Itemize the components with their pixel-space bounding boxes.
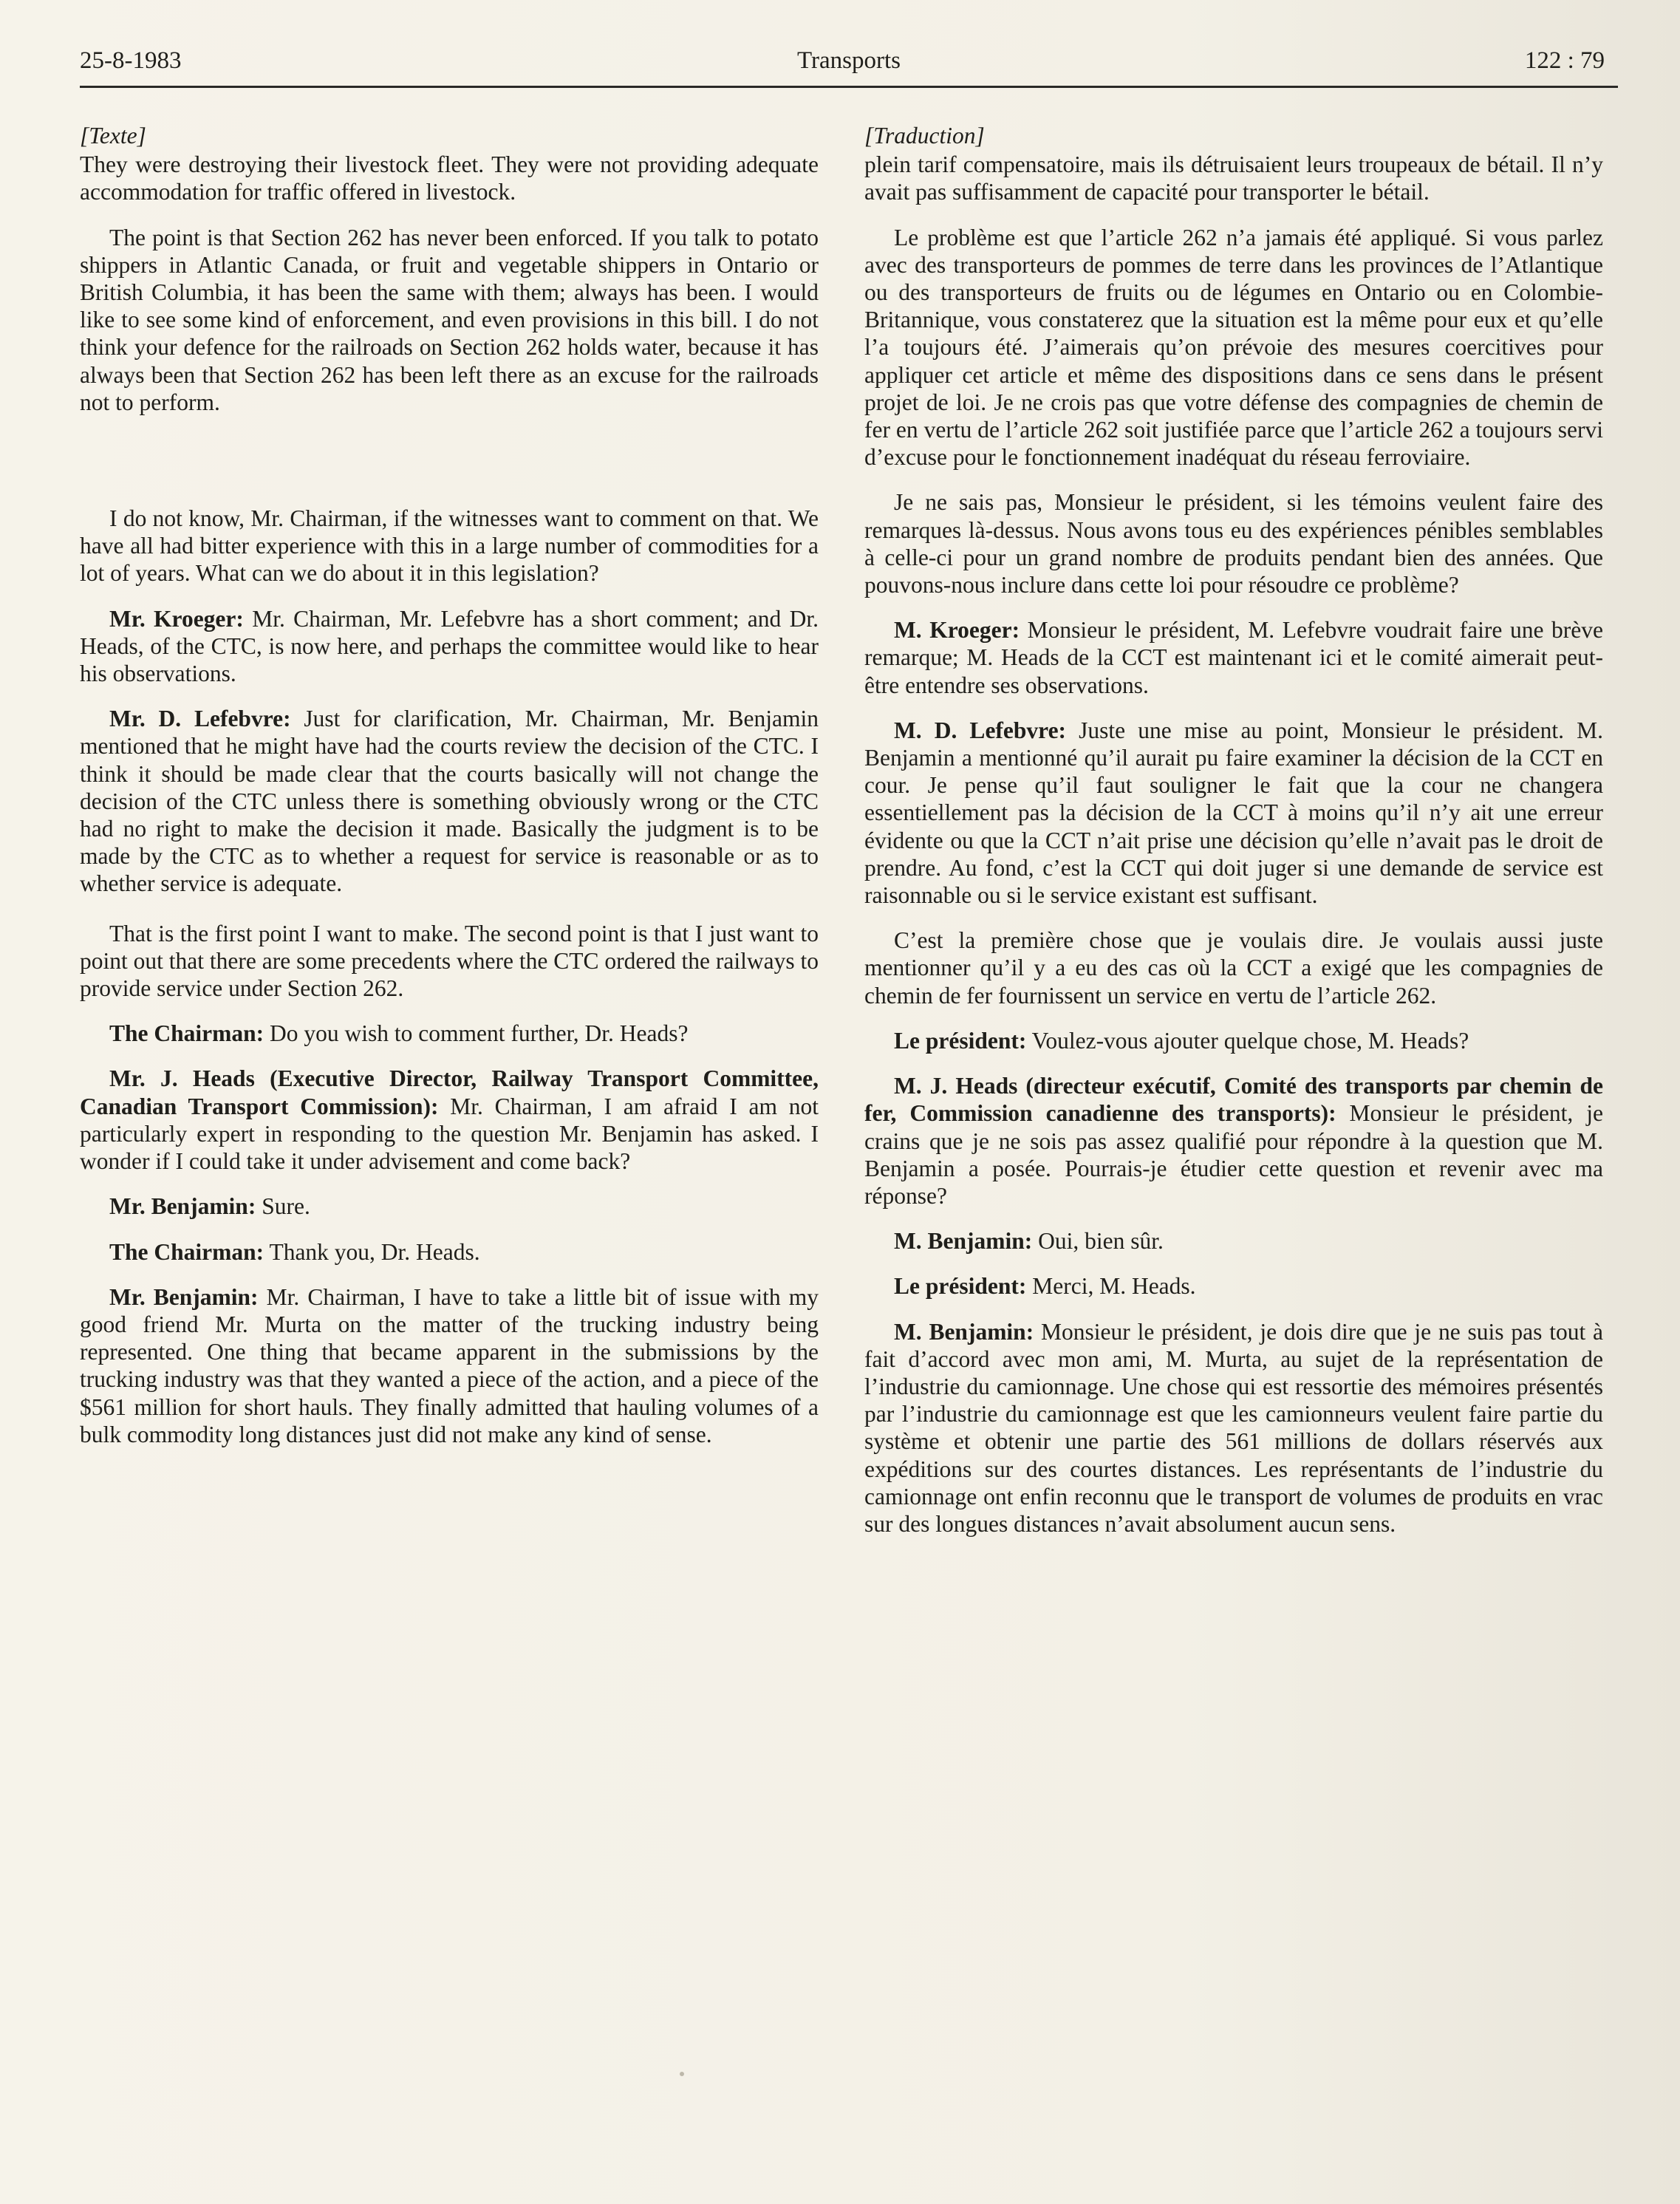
speaker-name: M. Kroeger: xyxy=(894,617,1020,644)
speech-paragraph xyxy=(80,605,819,688)
speech-paragraph xyxy=(80,1283,819,1448)
speaker-name: Le président: xyxy=(894,1273,1027,1300)
speech-text: Just for clarification, Mr. Chairman, Mr. Benjamin mentioned that he might have had the courts review the decision of the CTC. I think it should be made clear that the courts basically will not change the decision of the CTC unless there is something obviously wrong or the CTC had no right to make the decision it made. Basically the judgment is to be made by the CTC as to whether a request for service is reasonable or as to whether service is adequate. xyxy=(80,706,819,897)
speech-text: Sure. xyxy=(256,1193,310,1220)
speech-paragraph xyxy=(864,1318,1603,1538)
speech-text: Monsieur le président, je dois dire que je ne suis pas tout à fait d’accord avec mon ami, M. Murta, au sujet de la représentation de l’industrie du camionnage. Une chose qui est ressortie des mémoires présentés par l’industrie du camionnage est que les camionneurs veulent faire partie du système et obtenir une partie des 561 millions de dollars réservés aux expéditions sur des courtes distances. Les représentants de l’industrie du camionnage ont enfin reconnu que le transport de volumes de produits en vrac sur des longues distances n’avait absolument aucun sens. xyxy=(864,1318,1604,1537)
speaker-name: Mr. J. Heads (Executive Director, Railway Transport Committee, Canadian Transport Commission): xyxy=(80,1065,819,1119)
speaker-name: M. Benjamin: xyxy=(894,1318,1034,1345)
header-title: Transports xyxy=(797,47,901,74)
paragraph: C’est la première chose que je voulais dire. Je voulais aussi juste mentionner qu’il y a eu des cas où la CCT a exigé que les compagnies de chemin de fer fournissent un service en vertu de l’article 262. xyxy=(864,927,1603,1009)
speech-paragraph xyxy=(80,705,819,897)
speech-paragraph xyxy=(80,1193,819,1220)
paragraph: plein tarif compensatoire, mais ils détruisaient leurs troupeaux de bétail. Il n’y avait pas suffisamment de capacité pour transporter le bétail. xyxy=(864,151,1603,205)
speech-text: Do you wish to comment further, Dr. Heads? xyxy=(264,1020,689,1047)
speech-text: Monsieur le président, M. Lefebvre voudrait faire une brève remarque; M. Heads de la CCT est maintenant ici et le comité aimerait peut-être entendre ses observations. xyxy=(864,617,1603,698)
speech-paragraph xyxy=(864,717,1603,909)
paragraph: I do not know, Mr. Chairman, if the witnesses want to comment on that. We have all had bitter experience with this in a large number of commodities for a lot of years. What can we do about it in this legislation? xyxy=(80,505,819,587)
english-column xyxy=(80,122,819,1466)
speech-paragraph xyxy=(864,616,1603,699)
paragraph: The point is that Section 262 has never been enforced. If you talk to potato shippers in Atlantic Canada, or fruit and vegetable shippers in Ontario or British Columbia, it has been the same with them; always has been. I would like to see some kind of enforcement, and even provisions in this bill. I do not think your defence for the railroads on Section 262 holds water, because it has always been that Section 262 has been left there as an excuse for the railroads not to perform. xyxy=(80,224,819,415)
speaker-name: M. Benjamin: xyxy=(894,1228,1033,1255)
paragraph: Le problème est que l’article 262 n’a jamais été appliqué. Si vous parlez avec des transporteurs de pommes de terre dans les provinces de l’Atlantique ou des transporteurs de fruits ou de légumes en Ontario ou en Colombie-Britannique, vous constaterez que la situation est la même pour eux et qu’elle l’a toujours été. J’aimerais qu’on prévoie des mesures coercitives pour appliquer cet article et même des dispositions dans ce sens dans le présent projet de loi. Je ne crois pas que votre défense des compagnies de chemin de fer en vertu de l’article 262 soit justifiée parce que l’article 262 a toujours servi d’excuse pour le fonctionnement inadéquat du réseau ferroviaire. xyxy=(864,224,1603,471)
speaker-name: Mr. Benjamin: xyxy=(109,1283,259,1310)
speech-text: Thank you, Dr. Heads. xyxy=(264,1238,480,1265)
speech-text: Oui, bien sûr. xyxy=(1032,1228,1164,1255)
column-label: [Texte] xyxy=(80,123,146,149)
speaker-name: Mr. Benjamin: xyxy=(109,1193,256,1220)
speech-paragraph xyxy=(864,1027,1603,1054)
speaker-name: The Chairman: xyxy=(109,1020,264,1047)
speech-text: Monsieur le président, je crains que je ne sois pas assez qualifié pour répondre à la question que M. Benjamin a posée. Pourrais-je étudier cette question et revenir avec ma réponse? xyxy=(864,1100,1603,1209)
header-date: 25-8-1983 xyxy=(80,47,182,74)
speech-text: Mr. Chairman, Mr. Lefebvre has a short comment; and Dr. Heads, of the CTC, is now here, and perhaps the committee would like to hear his observations. xyxy=(80,605,819,687)
speech-paragraph xyxy=(864,1072,1603,1210)
running-header xyxy=(80,47,1618,88)
speech-text: Mr. Chairman, I have to take a little bit of issue with my good friend Mr. Murta on the matter of the trucking industry being represented. One thing that became apparent in the submissions by the trucking industry was that they wanted a piece of the action, and a piece of the $561 million for short hauls. They finally admitted that hauling volumes of a bulk commodity long distances just did not make any kind of sense. xyxy=(80,1283,819,1447)
speech-paragraph xyxy=(80,1065,819,1175)
speech-text: Mr. Chairman, I am afraid I am not particularly expert in responding to the question Mr. Benjamin has asked. I wonder if I could take it under advisement and come back? xyxy=(80,1093,819,1175)
paragraph: Je ne sais pas, Monsieur le président, si les témoins veulent faire des remarques là-dessus. Nous avons tous eu des expériences pénibles semblables à celle-ci pour un grand nombre de produits pendant bien des années. Que pouvons-nous inclure dans cette loi pour résoudre ce problème? xyxy=(864,489,1603,598)
speech-text: Juste une mise au point, Monsieur le président. M. Benjamin a mentionné qu’il aurait pu faire examiner la décision de la CCT en cour. Je pense qu’il faut souligner le fait que la cour ne changera essentiellement pas la décision de la CCT à moins qu’il n’y ait une erreur évidente ou que la CCT n’ait prise une décision qu’elle n’avait pas le droit de prendre. Au fond, c’est la CCT qui doit juger si une demande de service est raisonnable ou si le service existant est suffisant. xyxy=(864,717,1604,909)
speech-text: Merci, M. Heads. xyxy=(1026,1273,1196,1300)
speech-paragraph xyxy=(864,1272,1603,1300)
speech-paragraph xyxy=(80,1020,819,1047)
header-page-number: 122 : 79 xyxy=(1524,47,1605,74)
speech-paragraph xyxy=(80,1238,819,1266)
paper-speck xyxy=(680,2072,684,2076)
speech-paragraph xyxy=(864,1227,1603,1255)
paragraph: They were destroying their livestock fleet. They were not providing adequate accommodation for traffic offered in livestock. xyxy=(80,151,819,205)
speaker-name: M. D. Lefebvre: xyxy=(894,717,1067,743)
paragraph: That is the first point I want to make. The second point is that I just want to point out that there are some precedents where the CTC ordered the railways to provide service under Section 262. xyxy=(80,920,819,1002)
speaker-name: M. J. Heads (directeur exécutif, Comité des transports par chemin de fer, Commission canadienne des transports): xyxy=(864,1073,1603,1127)
column-label: [Traduction] xyxy=(864,123,985,149)
speaker-name: Mr. D. Lefebvre: xyxy=(109,706,291,732)
speaker-name: The Chairman: xyxy=(109,1238,264,1265)
speech-text: Voulez-vous ajouter quelque chose, M. Heads? xyxy=(1026,1027,1469,1054)
speaker-name: Le président: xyxy=(894,1027,1027,1054)
speaker-name: Mr. Kroeger: xyxy=(109,605,244,632)
french-column xyxy=(864,122,1603,1555)
